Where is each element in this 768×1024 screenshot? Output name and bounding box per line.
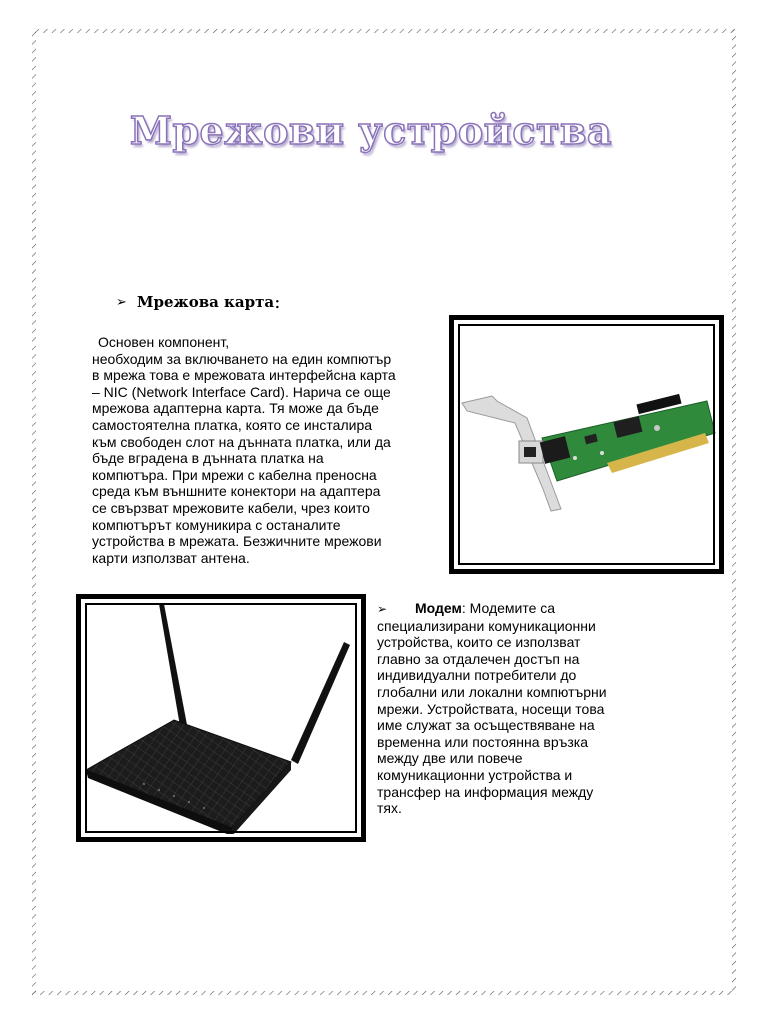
text-line: трансфер на информация между xyxy=(377,783,594,800)
text-line: индивидуални потребители до xyxy=(377,667,577,684)
text-line: между две или повече xyxy=(377,750,523,767)
modem-label: Модем xyxy=(415,600,462,616)
text-line: компютърът комуникира с останалите xyxy=(92,516,341,533)
text-line: компютъра. При мрежи с кабелна преносна xyxy=(92,466,377,483)
text-line: към свободен слот на дънната платка, или да xyxy=(92,433,391,450)
text-line: мрежи. Устройствата, носещи това xyxy=(377,700,605,717)
text-line: Основен компонент, xyxy=(98,334,230,350)
network-card-paragraph xyxy=(92,334,437,566)
text-line: самостоятелна платка, която се инсталира xyxy=(92,416,373,433)
text-line: карти използват антена. xyxy=(92,549,250,566)
text-line: име служат за осъществяване на xyxy=(377,717,595,734)
modem-paragraph xyxy=(377,600,637,817)
network-card-image xyxy=(457,323,716,566)
text-line: ➢ Модем: Модемите са xyxy=(377,600,556,616)
text-line: глобални или локални компютърни xyxy=(377,683,607,700)
network-card-image-frame xyxy=(449,315,724,574)
text-line: мрежова адаптерна карта. Тя може да бъде xyxy=(92,400,379,417)
router-image xyxy=(84,602,358,834)
heading-colon: : xyxy=(274,291,281,313)
text-line: в мрежа това е мрежовата интерфейсна карта xyxy=(92,367,396,384)
text-line: главно за отдалечен достъп на xyxy=(377,650,580,667)
text-line: се свързват мрежовите кабели, чрез които xyxy=(92,499,370,516)
page-title: Мрежови устройства xyxy=(129,108,613,153)
text-line: – NIC (Network Interface Card). Нарича се още xyxy=(92,383,391,400)
text-line: тях. xyxy=(377,800,402,817)
text-line: среда към външните конектори на адаптера xyxy=(92,483,381,500)
text-line: комуникационни устройства и xyxy=(377,766,573,783)
router-image-frame xyxy=(76,594,366,842)
bullet-arrow-icon: ➢ xyxy=(377,602,388,616)
text-line: устройства, които се използват xyxy=(377,634,581,651)
text-line: временна или постоянна връзка xyxy=(377,733,588,750)
text-line: бъде вградена в дънната платка на xyxy=(92,450,324,467)
heading-text: Мрежова карта xyxy=(136,293,275,311)
text-line: специализирани комуникационни xyxy=(377,617,596,634)
bullet-arrow-icon: ➢ xyxy=(116,294,127,310)
text-line: устройства в мрежата. Безжичните мрежови xyxy=(92,533,382,550)
text-line: необходим за включването на един компютър xyxy=(92,350,392,367)
section-heading-network-card xyxy=(116,291,281,313)
